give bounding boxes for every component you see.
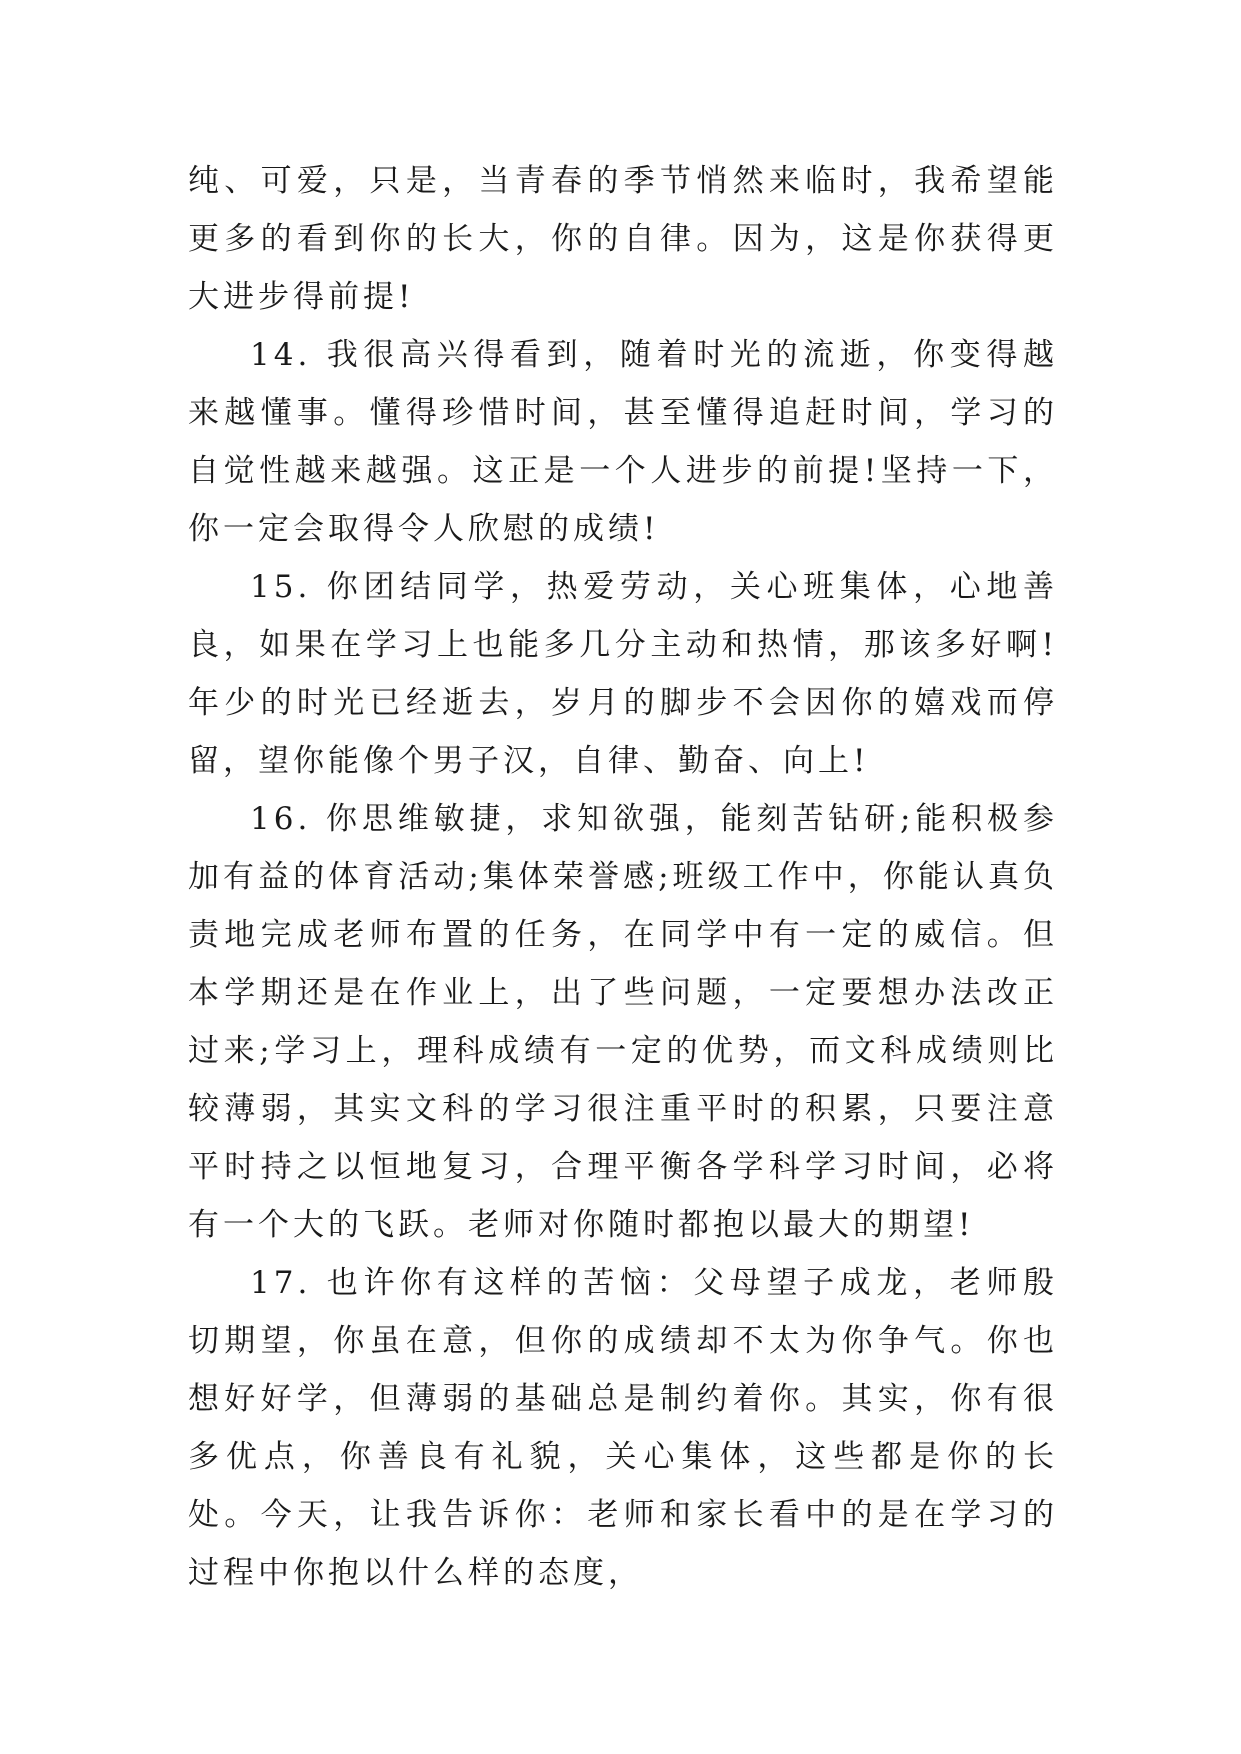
paragraph-16: 16. 你思维敏捷，求知欲强，能刻苦钻研;能积极参加有益的体育活动;集体荣誉感;班级工作中，你能认真负责地完成老师布置的任务，在同学中有一定的威信。但本学期还是在作业上，出了些问题，一定要想办法改正过来;学习上，理科成绩有一定的优势，而文科成绩则比较薄弱，其实文科的学习很注重平时的积累，只要注意平时持之以恒地复习，合理平衡各学科学习时间，必将有一个大的飞跃。老师对你随时都抱以最大的期望! [188,801,1058,1243]
paragraph-15: 15. 你团结同学，热爱劳动，关心班集体，心地善良，如果在学习上也能多几分主动和热情，那该多好啊!年少的时光已经逝去，岁月的脚步不会因你的嬉戏而停留，望你能像个男子汉，自律、勤奋、向上! [188,569,1058,779]
paragraph-14: 14. 我很高兴得看到，随着时光的流逝，你变得越来越懂事。懂得珍惜时间，甚至懂得追赶时间，学习的自觉性越来越强。这正是一个人进步的前提!坚持一下，你一定会取得令人欣慰的成绩! [188,337,1058,547]
paragraph-continuation: 纯、可爱，只是，当青春的季节悄然来临时，我希望能更多的看到你的长大，你的自律。因为，这是你获得更大进步得前提! [188,163,1058,315]
document-body [188,152,1058,1602]
paragraph-17: 17. 也许你有这样的苦恼：父母望子成龙，老师殷切期望，你虽在意，但你的成绩却不太为你争气。你也想好好学，但薄弱的基础总是制约着你。其实，你有很多优点，你善良有礼貌，关心集体，这些都是你的长处。今天，让我告诉你：老师和家长看中的是在学习的过程中你抱以什么样的态度， [188,1265,1058,1591]
